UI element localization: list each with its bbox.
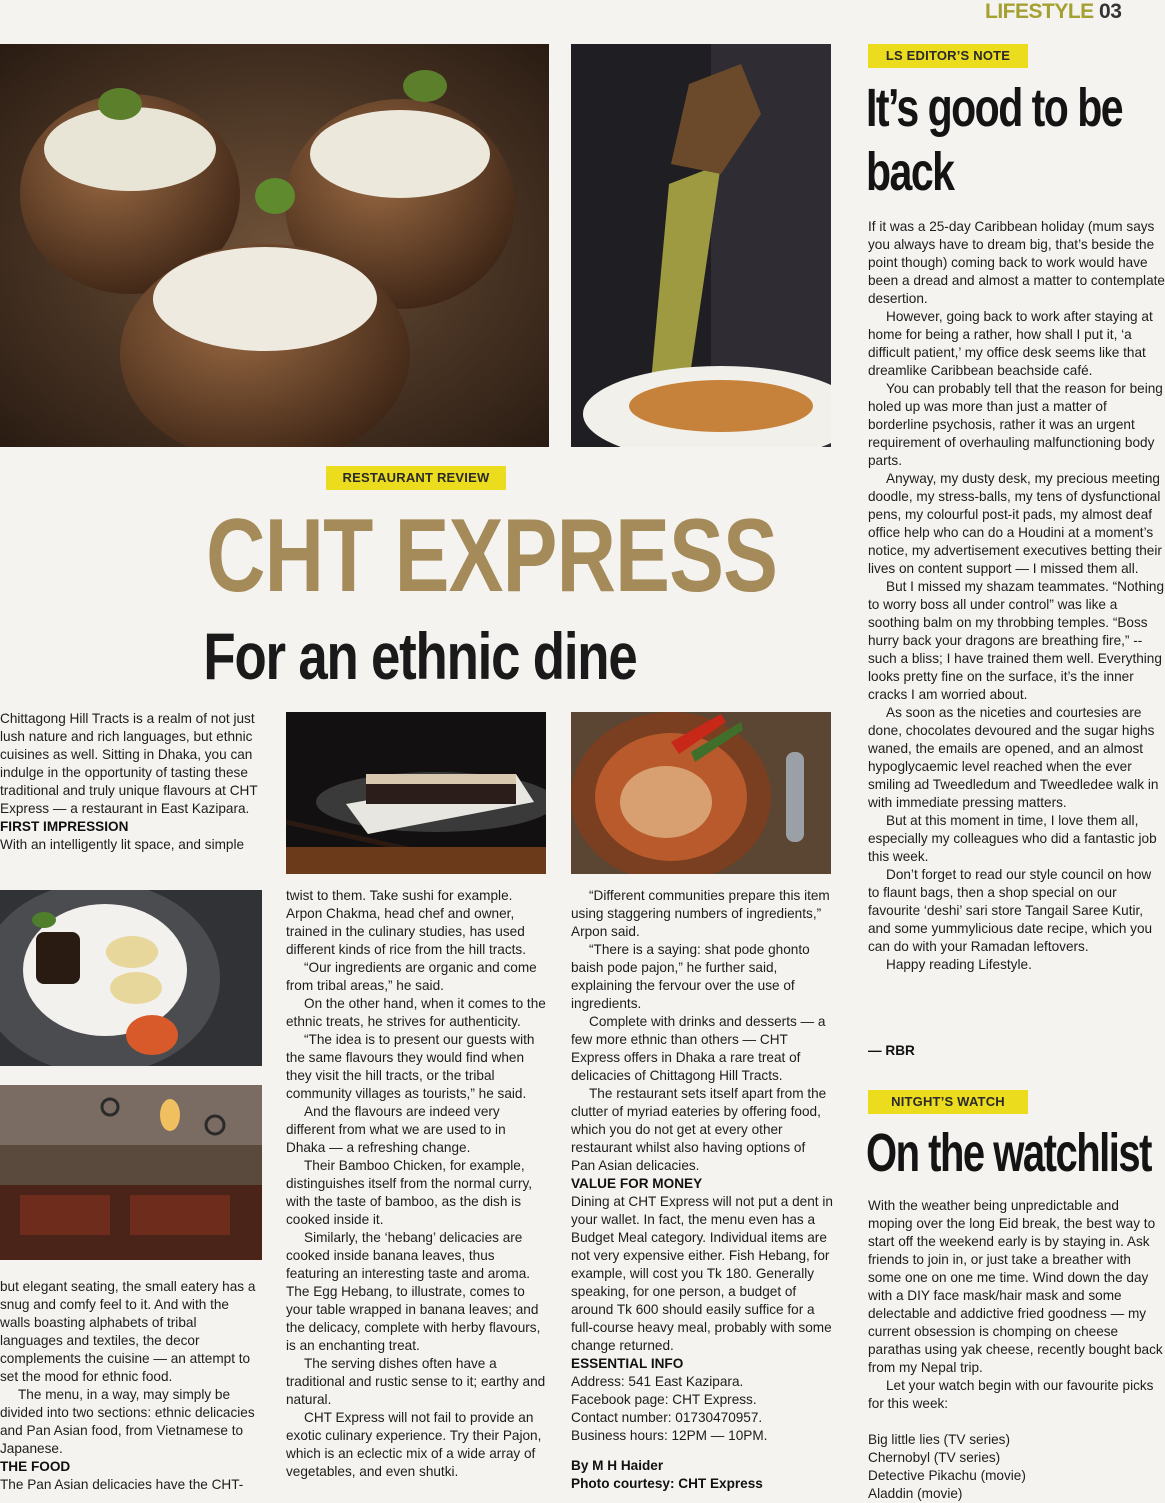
- value-for-money-heading: VALUE FOR MONEY: [571, 1176, 703, 1191]
- first-impression-lead: With an intelligently lit space, and simple: [0, 837, 245, 852]
- col2-paragraph: twist to them. Take sushi for example. Arpon Chakma, head chef and owner, trained in the culinary studies, has used different kinds of rice from the hill tracts.: [286, 888, 527, 957]
- info-facebook: Facebook page: CHT Express.: [571, 1392, 757, 1407]
- watchlist-paragraph: With the weather being unpredictable and moping over the long Eid break, the best way to start off the weekend early is by staying in. Ask friends to join in, or just take a breather with some one on one me time. Wind down the day with a DIY face mask/hair mask and some delectable and addictive fried goodness — my current obsession is chomping on cheese parathas using yak cheese, recently bought back from my Nepal trip.: [868, 1198, 1163, 1375]
- section-header: [985, 0, 1165, 26]
- editors-note-title: [866, 76, 1123, 204]
- editors-note-tag: LS EDITOR’S NOTE: [868, 44, 1028, 68]
- nights-watch-tag: NITGHT’S WATCH: [868, 1090, 1028, 1114]
- restaurant-interior-photo: [0, 1085, 262, 1260]
- essential-info-heading: ESSENTIAL INFO: [571, 1356, 684, 1371]
- watchlist-paragraph: Let your watch begin with our favourite picks for this week:: [868, 1378, 1154, 1411]
- editors-note-paragraph: You can probably tell that the reason for being holed up was more than just a matter of borderline psychosis, rather it was an urgent requirement of overhauling malfunctioning body parts.: [868, 381, 1163, 468]
- review-title: CHT EXPRESS: [206, 498, 778, 614]
- editors-note-body: [868, 218, 1165, 974]
- editors-note-paragraph: Happy reading Lifestyle.: [886, 957, 1032, 972]
- col2-paragraph: And the flavours are indeed very different from what we are used to in Dhaka — a refreshing change.: [286, 1104, 506, 1155]
- watchlist-pick: Big little lies (TV series): [868, 1432, 1011, 1447]
- section-name-life: LIFE: [985, 0, 1029, 23]
- col2-paragraph: Similarly, the ‘hebang’ delicacies are cooked inside banana leaves, thus featuring an interesting taste and aroma. The Egg Hebang, to illustrate, comes to your table wrapped in banana leaves; and the delicacy, complete with herby flavours, is an enchanting treat.: [286, 1230, 541, 1353]
- col3-paragraph: Complete with drinks and desserts — a few more ethnic than others — CHT Express offers in Dhaka a rare treat of delicacies of Chittagong Hill Tracts.: [571, 1014, 826, 1083]
- crab-dish-photo: [571, 712, 831, 874]
- watchlist-body: [868, 1197, 1165, 1503]
- editors-note-title-line-1: It’s good to be: [866, 78, 1123, 138]
- col2-paragraph: CHT Express will not fail to provide an exotic culinary experience. Try their Pajon, which is an eclectic mix of a wide array of vegetables, and even shutki.: [286, 1410, 542, 1479]
- sushi-photo: [286, 712, 546, 874]
- col3-paragraph: The restaurant sets itself apart from the clutter of myriad eateries by offering food, which you do not get at every other restaurant whilst also having options of Pan Asian delicacies.: [571, 1086, 827, 1173]
- col2-paragraph: “The idea is to present our guests with the same flavours they would find when they visit the hill tracts, or the tribal community villages as tourists,” he said.: [286, 1032, 535, 1101]
- intro-paragraph: Chittagong Hill Tracts is a realm of not just lush nature and rich languages, but ethnic cuisines as well. Sitting in Dhaka, you can indulge in the opportunity of tasting these traditional and truly unique flavours at CHT Express — a restaurant in East Kazipara.: [0, 711, 258, 816]
- info-hours: Business hours: 12PM — 10PM.: [571, 1428, 768, 1443]
- photo-credit: Photo courtesy: CHT Express: [571, 1476, 763, 1491]
- editors-note-paragraph: As soon as the niceties and courtesies are done, chocolates devoured and the sugar highs waned, the emails are opened, and an almost hypoglycaemic level reached when the ever smiling ad Tweedledum and Tweedledee walk in with immediate pressing matters.: [868, 705, 1159, 810]
- col3-paragraph: “There is a saying: shat pode ghonto baish pode pajon,” he further said, explaining the fervour over the use of ingredients.: [571, 942, 810, 1011]
- the-food-heading: THE FOOD: [0, 1459, 71, 1474]
- info-address: Address: 541 East Kazipara.: [571, 1374, 744, 1389]
- byline: By M H Haider: [571, 1458, 664, 1473]
- info-contact: Contact number: 01730470957.: [571, 1410, 763, 1425]
- watchlist-title: On the watchlist: [866, 1123, 1151, 1183]
- editors-note-paragraph: If it was a 25-day Caribbean holiday (mum says you always have to dream big, that’s beside the point though) coming back to work would have been a dread and almost a matter to contemplate desertion.: [868, 219, 1165, 306]
- col3-paragraph: “Different communities prepare this item using staggering numbers of ingredients,” Arpon said.: [571, 888, 830, 939]
- review-column-1-top: [0, 710, 262, 854]
- editors-note-paragraph: Don’t forget to read our style council on how to flaunt bags, then a shop special on our favourite ‘deshi’ sari store Tangail Saree Kutir, and some yummylicious date recipe, which you can do with your Ramadan leftovers.: [868, 867, 1153, 954]
- watchlist-pick: Detective Pikachu (movie): [868, 1468, 1026, 1483]
- editors-note-paragraph: Anyway, my dusty desk, my precious meeting doodle, my stress-balls, my tens of dysfunctional pens, my colourful post-it pads, my almost deaf office help who can do a Houdini at a moment’s notice, my advertisement executives betting their lives on content support — I missed them all.: [868, 471, 1162, 576]
- value-for-money-text: Dining at CHT Express will not put a dent in your wallet. In fact, the menu even has a Budget Meal category. Individual items are not very expensive either. Fish Hebang, for example, will cost you Tk 180. Generally speaking, for one person, a budget of around Tk 600 should easily suffice for a full-course heavy meal, probably with some change returned.: [571, 1194, 833, 1353]
- col1-paragraph: The menu, in a way, may simply be divided into two sections: ethnic delicacies and Pan Asian food, from Vietnamese to Japanese.: [0, 1387, 255, 1456]
- col1-paragraph: but elegant seating, the small eatery has a snug and comfy feel to it. And with the walls boasting alphabets of tribal languages and textiles, the decor complements the cuisine — an attempt to set the mood for ethnic food.: [0, 1279, 256, 1384]
- coconut-drinks-photo: [0, 44, 549, 447]
- editors-note-signature: — RBR: [868, 1043, 915, 1058]
- col2-paragraph: Their Bamboo Chicken, for example, distinguishes itself from the normal curry, with the taste of bamboo, as the dish is cooked inside it.: [286, 1158, 533, 1227]
- review-column-3: [571, 887, 833, 1493]
- col2-paragraph: “Our ingredients are organic and come from tribal areas,” he said.: [286, 960, 537, 993]
- editors-note-title-line-2: back: [866, 142, 954, 202]
- first-impression-heading: FIRST IMPRESSION: [0, 819, 129, 834]
- tea-dumplings-photo: [0, 890, 262, 1066]
- watchlist-pick: Chernobyl (TV series): [868, 1450, 1001, 1465]
- review-subtitle: For an ethnic dine: [203, 619, 637, 693]
- page-number: 03: [1099, 0, 1122, 23]
- section-name-style: STYLE: [1028, 0, 1094, 23]
- review-column-1-bottom: [0, 1278, 262, 1494]
- col2-paragraph: The serving dishes often have a traditional and rustic sense to it; earthy and natural.: [286, 1356, 546, 1407]
- restaurant-review-tag: RESTAURANT REVIEW: [326, 466, 506, 490]
- editors-note-paragraph: However, going back to work after staying at home for being a rather, how shall I put it, ‘a difficult patient,’ my office desk seems like that dreamlike Caribbean beachside café.: [868, 309, 1153, 378]
- col2-paragraph: On the other hand, when it comes to the ethnic treats, he strives for authenticity.: [286, 996, 546, 1029]
- editors-note-paragraph: But at this moment in time, I love them all, especially my colleagues who did a fantastic job this week.: [868, 813, 1157, 864]
- watchlist-pick: Aladdin (movie): [868, 1486, 963, 1501]
- bamboo-chicken-photo: [571, 44, 831, 447]
- the-food-lead: The Pan Asian delicacies have the CHT-: [0, 1477, 244, 1492]
- editors-note-paragraph: But I missed my shazam teammates. “Nothing to worry boss all under control” was like a soothing balm on my throbbing temples. “Boss hurry back your dragons are breathing fire,” --such a bliss; I have trained them well. Everything looks pretty fine on the surface, it’s the inner cracks I am worried about.: [868, 579, 1165, 702]
- review-column-2: [286, 887, 548, 1481]
